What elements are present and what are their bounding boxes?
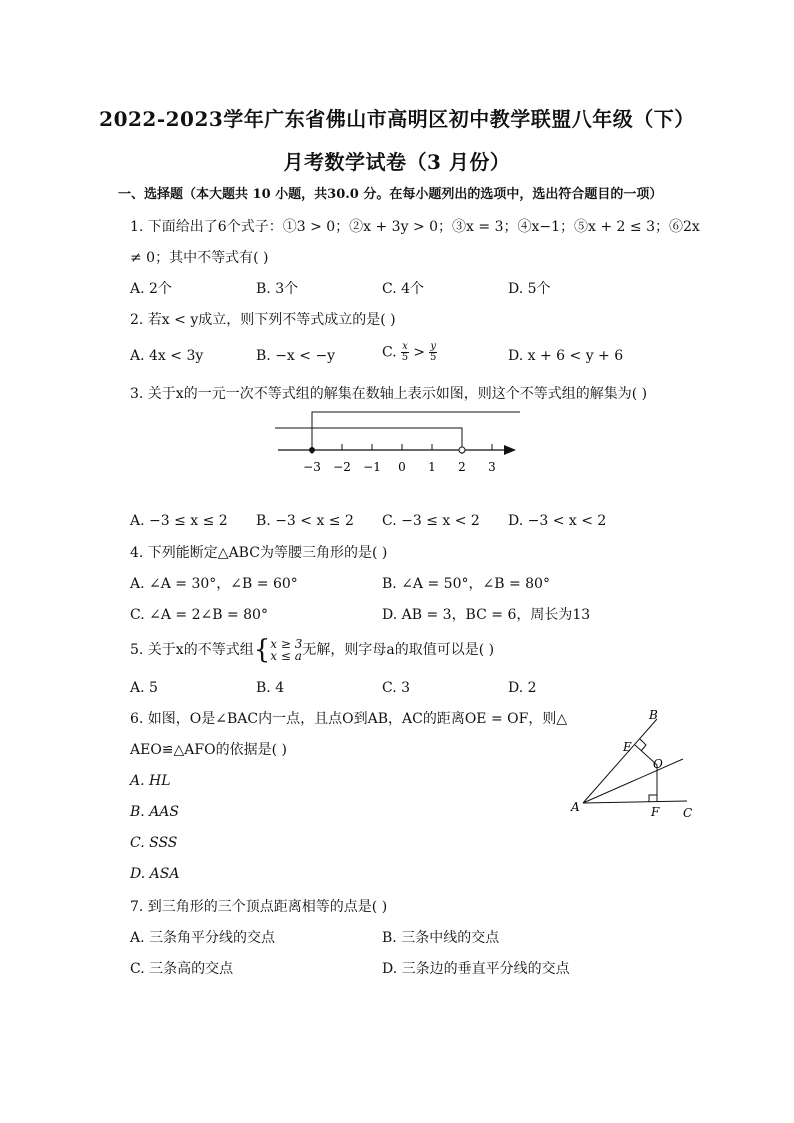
q7-option-c[interactable]: C. 三条高的交点 [130,961,234,977]
q4-option-b[interactable]: B. ∠A = 50°，∠B = 80° [382,576,550,592]
q7-stem: 7. 到三角形的三个顶点距离相等的点是( ) [130,899,388,915]
q4-option-d[interactable]: D. AB = 3，BC = 6，周长为13 [382,607,591,623]
q6-option-d[interactable]: D. ASA [130,866,180,882]
q1-option-a[interactable]: A. 2个 [130,281,172,297]
axis-label-minus2: −2 [333,460,351,474]
q2-option-b[interactable]: B. −x < −y [256,348,336,364]
q2-option-a[interactable]: A. 4x < 3y [130,348,204,364]
ray-ac [583,801,687,803]
open-dot-2 [459,447,465,453]
q5-stem [130,635,495,665]
q1-option-c[interactable]: C. 4个 [382,281,425,297]
q6-option-b[interactable]: B. AAS [130,804,179,820]
q2-option-c-label: C. [382,344,402,361]
q1-stem-line2: ≠ 0；其中不等式有( ) [130,250,269,266]
q1-option-d[interactable]: D. 5个 [508,281,551,297]
q7-option-a[interactable]: A. 三条角平分线的交点 [130,930,276,946]
q7-option-b[interactable]: B. 三条中线的交点 [382,930,500,946]
ray-ab [583,719,657,803]
q1-option-b[interactable]: B. 3个 [256,281,299,297]
number-line-figure [270,408,530,478]
label-c: C [683,806,693,820]
q5-brace: { [253,635,271,665]
q2-option-c[interactable] [382,342,437,363]
q2-option-c-fraction-left: $\frac{x}{5}$ [401,341,409,363]
q6-option-a[interactable]: A. HL [130,773,171,789]
q5-ineq-2: x ≤ a [270,649,302,663]
label-b: B [649,708,658,722]
axis-label-1: 1 [428,460,436,474]
axis-label-minus3: −3 [303,460,321,474]
q6-option-c[interactable]: C. SSS [130,835,178,851]
q2-stem: 2. 若x < y成立，则下列不等式成立的是( ) [130,312,396,328]
axis-arrow [504,445,516,455]
q6-stem-line1: 6. 如图，O是∠BAC内一点，且点O到AB，AC的距离OE = OF，则△ [130,711,568,727]
angle-bisector-figure [565,705,705,825]
q3-stem: 3. 关于x的一元一次不等式组的解集在数轴上表示如图，则这个不等式组的解集为( ) [130,386,648,402]
q3-option-d[interactable]: D. −3 < x < 2 [508,513,607,529]
axis-label-0: 0 [398,460,406,474]
closed-dot-minus3 [309,447,315,453]
label-o: O [653,757,663,771]
q1-stem-line1: 1. 下面给出了6个式子：①3 > 0；②x + 3y > 0；③x = 3；④x−1；⑤x + 2 ≤ 3；⑥2x [130,219,700,235]
q2-option-c-gt: > [413,344,425,361]
q3-option-c[interactable]: C. −3 ≤ x < 2 [382,513,480,529]
exam-title-line2: 月考数学试卷（3 月份） [283,150,511,174]
axis-label-2: 2 [458,460,466,474]
section-heading: 一、选择题（本大题共 10 小题，共30.0 分。在每小题列出的选项中，选出符合题目的一项） [118,187,663,202]
q3-option-a[interactable]: A. −3 ≤ x ≤ 2 [130,513,228,529]
exam-title-line1: 2022-2023学年广东省佛山市高明区初中教学联盟八年级（下） [99,107,695,131]
q3-option-b[interactable]: B. −3 < x ≤ 2 [256,513,354,529]
q2-option-c-fraction-right: $\frac{y}{5}$ [430,341,437,363]
ray-ao [583,759,683,803]
q7-option-d[interactable]: D. 三条边的垂直平分线的交点 [382,961,570,977]
q5-option-d[interactable]: D. 2 [508,680,537,696]
right-angle-mark-e [640,739,646,751]
q5-option-a[interactable]: A. 5 [130,680,158,696]
label-e: E [623,740,632,754]
label-f: F [651,805,660,819]
q5-stem-post: 无解，则字母a的取值可以是( ) [302,642,495,658]
q4-option-a[interactable]: A. ∠A = 30°，∠B = 60° [130,576,298,592]
axis-label-3: 3 [488,460,496,474]
axis-label-minus1: −1 [363,460,381,474]
q5-ineq-1: x ≥ 3 [270,637,303,651]
label-a: A [571,800,580,814]
q4-option-c[interactable]: C. ∠A = 2∠B = 80° [130,607,268,623]
q5-option-b[interactable]: B. 4 [256,680,285,696]
solution-bracket-upper [312,412,520,454]
q5-stem-pre: 5. 关于x的不等式组 [130,642,254,658]
right-angle-mark-f [649,795,657,802]
q5-option-c[interactable]: C. 3 [382,680,411,696]
q4-stem: 4. 下列能断定△ABC为等腰三角形的是( ) [130,545,388,561]
q2-option-d[interactable]: D. x + 6 < y + 6 [508,348,624,364]
q6-stem-line2: AEO≌△AFO的依据是( ) [130,742,287,758]
q5-inequality-system [270,638,302,662]
